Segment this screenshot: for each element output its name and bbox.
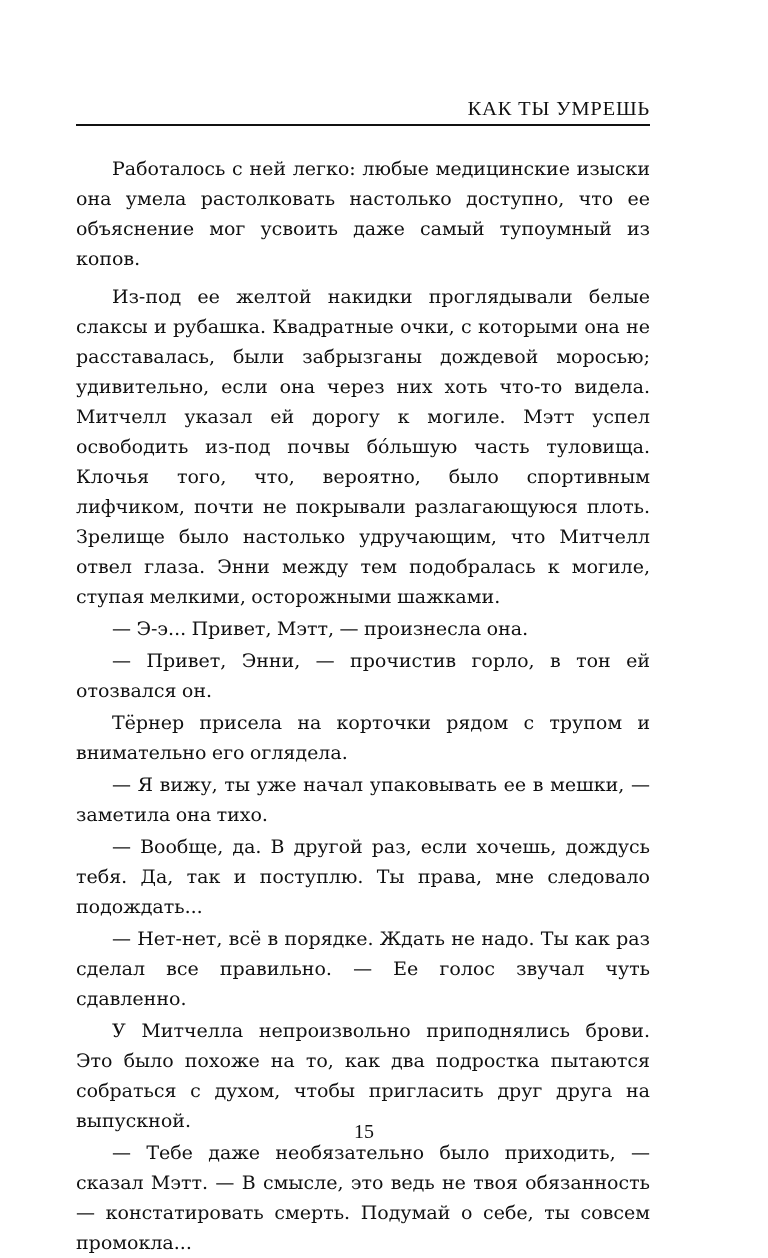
page-number: 15 [354, 1121, 374, 1143]
dialogue-line: — Я вижу, ты уже начал упаковывать ее в мешки, — заметила она тихо. [76, 774, 650, 826]
running-title: КАК ТЫ УМРЕШЬ [467, 98, 650, 120]
dialogue-line: — Нет-нет, всё в порядке. Ждать не надо. Ты как раз сделал все правильно. — Ее голос звучал чуть сдавленно. [76, 928, 650, 1010]
paragraph: Тёрнер присела на корточки рядом с трупом и внимательно его оглядела. [76, 712, 650, 764]
dialogue-line: — Вообще, да. В другой раз, если хочешь, дождусь тебя. Да, так и поступлю. Ты права, мне следовало подождать... [76, 836, 650, 918]
dialogue-line: — Привет, Энни, — прочистив горло, в тон ей отозвался он. [76, 650, 650, 702]
dialogue-line: — Э-э... Привет, Мэтт, — произнесла она. [112, 618, 529, 640]
running-head [76, 96, 650, 126]
body-text [76, 154, 650, 1258]
paragraph: У Митчелла непроизвольно приподнялись брови. Это было похоже на то, как два подростка пытаются собраться с духом, чтобы пригласить друг друга на выпускной. [76, 1020, 650, 1132]
dialogue-line: — Тебе даже необязательно было приходить, — сказал Мэтт. — В смысле, это ведь не твоя обязанность — констатировать смерть. Подумай о себе, ты совсем промокла... [76, 1142, 650, 1254]
paragraph: Работалось с ней легко: любые медицинские изыски она умела растолковать настолько доступно, что ее объяснение мог усвоить даже самый тупоумный из копов. [76, 158, 650, 270]
paragraph: Из-под ее желтой накидки проглядывали белые слаксы и рубашка. Квадратные очки, с которыми она не расставалась, были забрызганы дождевой моросью; удивительно, если она через них хоть что-то видела. Митчелл указал ей дорогу к могиле. Мэтт успел освободить из-под почвы бóльшую часть туловища. Клочья того, что, вероятно, было спортивным лифчиком, почти не покрывали разлагающуюся плоть. Зрелище было настолько удручающим, что Митчелл отвел глаза. Энни между тем подобралась к могиле, ступая мелкими, осторожными шажками. [76, 286, 650, 608]
